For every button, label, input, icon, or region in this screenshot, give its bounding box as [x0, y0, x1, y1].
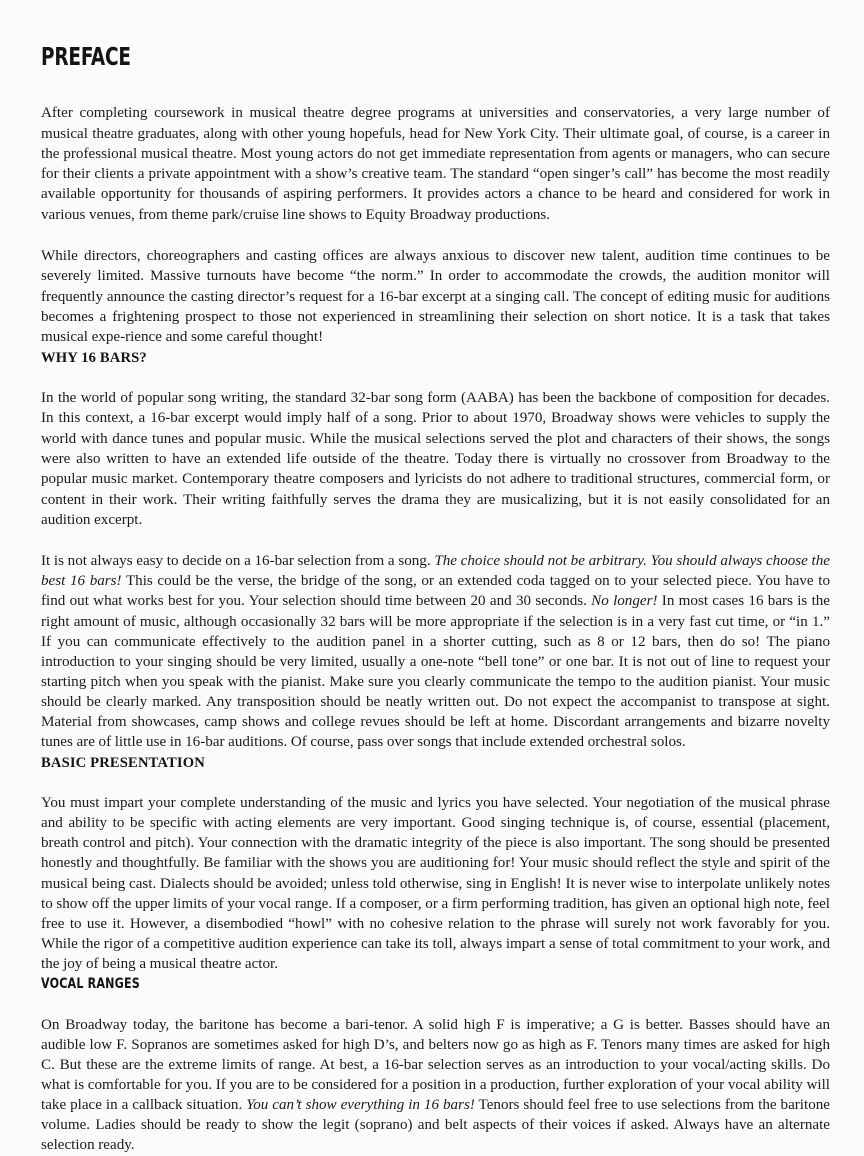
paragraph: You must impart your complete understanding of the music and lyrics you have selected. Your negotiation of the musical phrase and ability to be specific with acting elements are very important. Good singing technique is, of course, essential (placement, breath control and pitch). Your connection with the dramatic integrity of the piece is also important. The song should be presented honestly and thoughtfully. Be familiar with the shows you are auditioning for! Your music should reflect the style and spirit of the musical being cast. Dialects should be avoided; unless told otherwise, sing in English! It is never wise to interpolate unlikely notes to show off the upper limits of your vocal range. If a composer, or a firm performing tradition, has given an optional high note, feel free to use it. However, a disembodied “howl” with no cohesive relation to the phrase will surely not work favorably for you. While the rigor of a competitive audition experience can take its toll, always impart a sense of total commitment to your work, and the joy of being a musical theatre actor.	[41, 795, 830, 973]
section-intro	[41, 103, 830, 347]
paragraph: In the world of popular song writing, the standard 32-bar song form (AABA) has been the backbone of composition for decades. In this context, a 16-bar excerpt would imply half of a song. Prior to about 1970, Broadway shows were vehicles to supply the world with dance tunes and popular music. While the musical selections served the plot and characters of their shows, the songs were also written to have an extended life outside of the theatre. Today there is virtually no crossover from Broadway to the popular music market. Contemporary theatre composers and lyricists do not adhere to traditional structures, commercial form, or content in their work. Their writing faithfully serves the drama they are musicalizing, but it is not easily consolidated for an audition excerpt.	[41, 390, 830, 528]
paragraph: After completing coursework in musical theatre degree programs at universities and conservatories, a very large number of musical theatre graduates, along with other young hopefuls, head for New York City. Their ultimate goal, of course, is a career in the professional musical theatre. Most young actors do not get immediate representation from agents or managers, who can secure for their clients a private appointment with a show’s creative team. The standard “open singer’s call” has become the most readily available opportunity for thousands of aspiring performers. It provides actors a chance to be heard and considered for work in various venues, from theme park/cruise line shows to Equity Broadway productions.	[41, 105, 830, 223]
emphasis-text: You can’t show everything in 16 bars!	[246, 1097, 475, 1114]
section-heading-why-16-bars: WHY 16 BARS?	[41, 349, 147, 366]
paragraph: It is not always easy to decide on a 16-bar selection from a song. The choice should not be arbitrary. You should always choose the best 16 bars! This could be the verse, the bridge of the song, or an extended coda tagged on to your selected piece. You have to find out what works best for you. Your selection should time between 20 and 30 seconds. No longer! In most cases 16 bars is the right amount of music, although occasionally 32 bars will be more appropriate if the selection is in a very fast cut time, or “in 1.” If you can communicate effectively to the audition panel in a shorter cutting, such as 8 or 12 bars, then do so! The piano introduction to your singing should be very limited, usually a one-note “bell tone” or one bar. It is not out of line to request your starting pitch when you speak with the pianist. Make sure you clearly communicate the tempo to the audition pianist. Your music should be clearly marked. Any transposition should be neatly written out. Do not expect the accompanist to transpose at sight. Material from showcases, camp shows and college revues should be left at home. Discordant arrangements and bizarre novelty tunes are of little use in 16-bar auditions. Of course, pass over songs that include extended orchestral solos.	[41, 553, 831, 751]
page-title: PREFACE	[41, 42, 131, 71]
section-vocal-ranges	[41, 976, 830, 1155]
section-basic-presentation	[41, 755, 830, 975]
emphasis-text: The choice should not be arbitrary. You should always choose the best 16 bars!	[41, 553, 830, 590]
paragraph: On Broadway today, the baritone has become a bari-tenor. A solid high F is imperative; a G is better. Basses should have an audible low F. Sopranos are sometimes asked for high D’s, and belters now go as high as F. Tenors many times are asked for high C. But these are the extreme limits of range. At best, a 16-bar selection serves as an introduction to your vocal/acting skills. Do what is comfortable for you. If you are to be considered for a position in a production, further exploration of your vocal ability will take place in a callback situation. You can’t show everything in 16 bars! Tenors should feel free to use selections from the baritone volume. Ladies should be ready to show the legit (soprano) and belt aspects of their voices if asked. Always have an alternate selection ready.	[41, 1016, 830, 1154]
paragraph: While directors, choreographers and casting offices are always anxious to discover new talent, audition time continues to be severely limited. Massive turnouts have become “the norm.” In order to accommodate the crowds, the audition monitor will frequently announce the casting director’s request for a 16-bar excerpt at a singing call. The concept of editing music for auditions becomes a frightening prospect to those not experienced in streamlining their selection on short notice. It is a task that takes musical expe-rience and some careful thought!	[41, 248, 830, 346]
emphasis-text: No longer!	[591, 593, 658, 610]
section-heading-vocal-ranges: VOCAL RANGES	[41, 976, 140, 993]
section-heading-basic-presentation: BASIC PRESENTATION	[41, 754, 205, 771]
section-why-16-bars	[41, 350, 830, 753]
